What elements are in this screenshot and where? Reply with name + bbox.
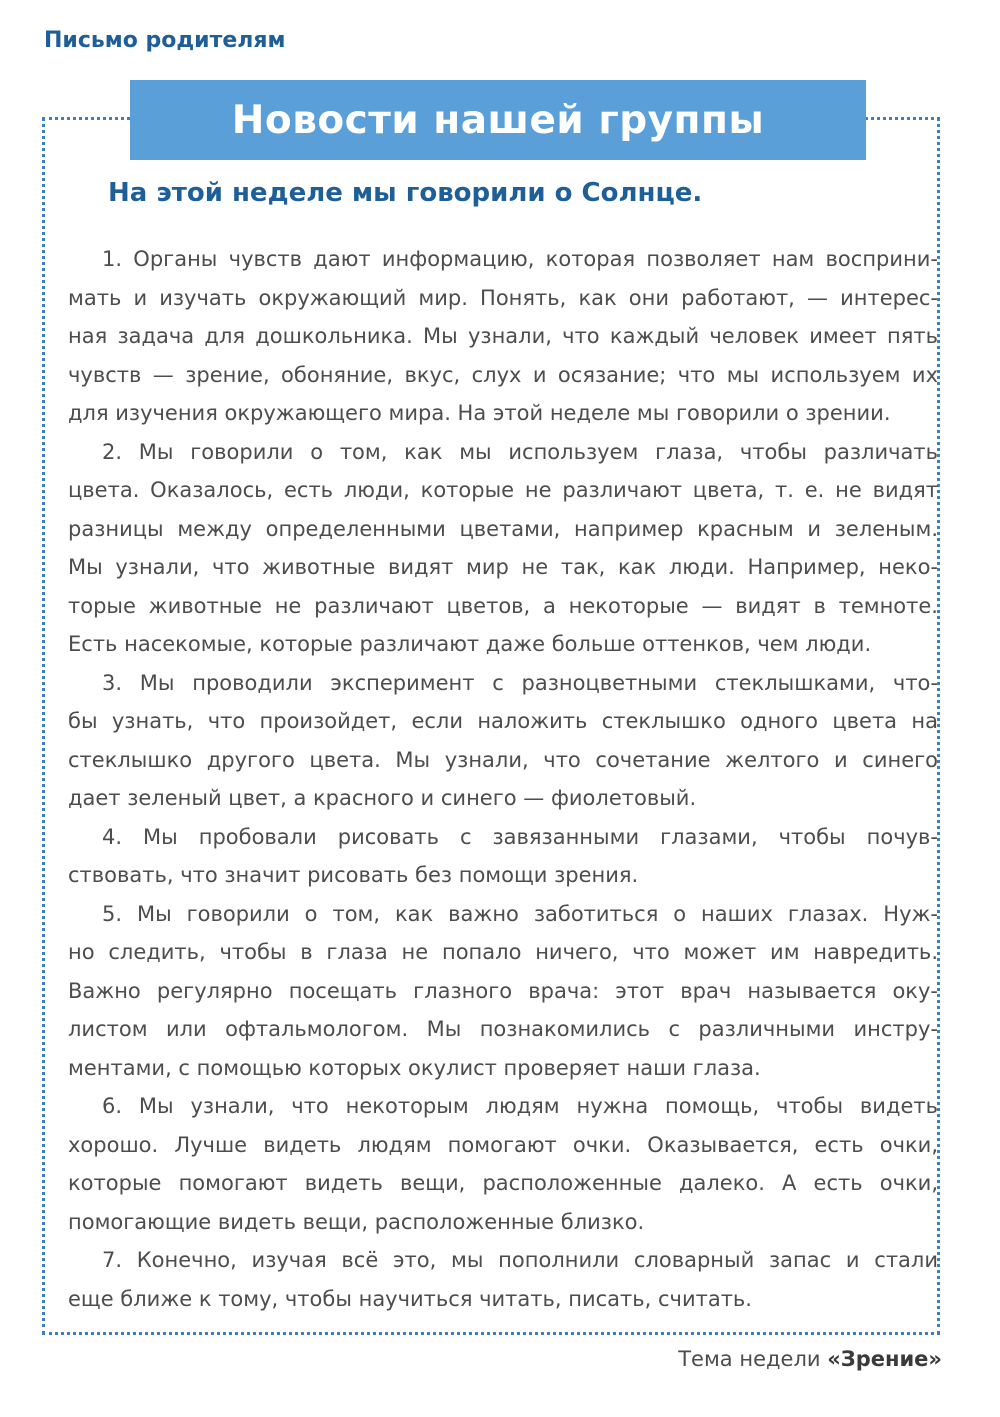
paragraph <box>68 664 938 818</box>
paragraph-line: торые животные не различают цветов, а некоторые — видят в темноте. <box>68 593 938 618</box>
paragraph-line: Мы узнали, что животные видят мир не так, как люди. Например, неко- <box>68 555 938 579</box>
paragraph <box>68 240 938 433</box>
footer-topic: «Зрение» <box>827 1347 942 1371</box>
paragraph-line: разницы между определенными цветами, например красным и зеленым. <box>68 516 938 541</box>
paragraph-line: ная задача для дошкольника. Мы узнали, что каждый человек имеет пять <box>68 324 938 348</box>
paragraph <box>68 818 938 895</box>
paragraph-line: бы узнать, что произойдет, если наложить стеклышко одного цвета на <box>68 709 938 733</box>
paragraph-line: цвета. Оказалось, есть люди, которые не различают цвета, т. е. не видят <box>68 478 938 502</box>
paragraph-line: ментами, с помощью которых окулист проверяет наши глаза. <box>68 1055 761 1080</box>
paragraph-line: 4. Мы пробовали рисовать с завязанными глазами, чтобы почув- <box>102 824 938 849</box>
paragraph-line: листом или офтальмологом. Мы познакомились с различными инстру- <box>68 1017 938 1041</box>
paragraph-line: но следить, чтобы в глаза не попало ничего, что может им навредить. <box>68 940 938 964</box>
paragraph-line: которые помогают видеть вещи, расположенные далеко. А есть очки, <box>68 1171 938 1195</box>
paragraph-line: 6. Мы узнали, что некоторым людям нужна помощь, чтобы видеть <box>102 1094 938 1118</box>
paragraph-line: мать и изучать окружающий мир. Понять, как они работают, — интерес- <box>68 285 938 310</box>
paragraph-line: помогающие видеть вещи, расположенные близко. <box>68 1209 645 1234</box>
paragraph <box>68 1087 938 1241</box>
paragraph-line: 7. Конечно, изучая всё это, мы пополнили словарный запас и стали <box>102 1248 938 1272</box>
paragraph-line: ствовать, что значит рисовать без помощи зрения. <box>68 863 639 887</box>
footer-prefix: Тема недели <box>678 1347 821 1371</box>
paragraph <box>68 433 938 664</box>
paragraph-line: 3. Мы проводили эксперимент с разноцветными стеклышками, что- <box>102 670 938 695</box>
paragraph-line: еще ближе к тому, чтобы научиться читать, писать, считать. <box>68 1286 752 1311</box>
title-banner <box>130 80 866 160</box>
subtitle: На этой неделе мы говорили о Солнце. <box>108 178 703 208</box>
paragraph-line: 5. Мы говорили о том, как важно заботиться о наших глазах. Нуж- <box>102 901 938 926</box>
paragraph <box>68 895 938 1088</box>
paragraph-line: 2. Мы говорили о том, как мы используем глаза, чтобы различать <box>102 439 938 464</box>
paragraph-line: стеклышко другого цвета. Мы узнали, что сочетание желтого и синего <box>68 747 938 772</box>
paragraph-line: для изучения окружающего мира. На этой неделе мы говорили о зрении. <box>68 401 891 425</box>
paragraph-line: Важно регулярно посещать глазного врача: этот врач называется оку- <box>68 978 938 1003</box>
paragraph-line: 1. Органы чувств дают информацию, которая позволяет нам восприни- <box>102 247 938 271</box>
paragraph <box>68 1241 938 1318</box>
section-label: Письмо родителям <box>44 28 286 53</box>
paragraph-line: Есть насекомые, которые различают даже больше оттенков, чем люди. <box>68 632 872 656</box>
paragraph-line: хорошо. Лучше видеть людям помогают очки. Оказывается, есть очки, <box>68 1132 938 1157</box>
paragraph-line: дает зеленый цвет, а красного и синего — фиолетовый. <box>68 786 697 810</box>
page-title: Новости нашей группы <box>231 97 765 143</box>
paragraph-line: чувств — зрение, обоняние, вкус, слух и осязание; что мы используем их <box>68 362 938 387</box>
footer <box>678 1347 942 1371</box>
letter-body <box>68 240 938 1318</box>
